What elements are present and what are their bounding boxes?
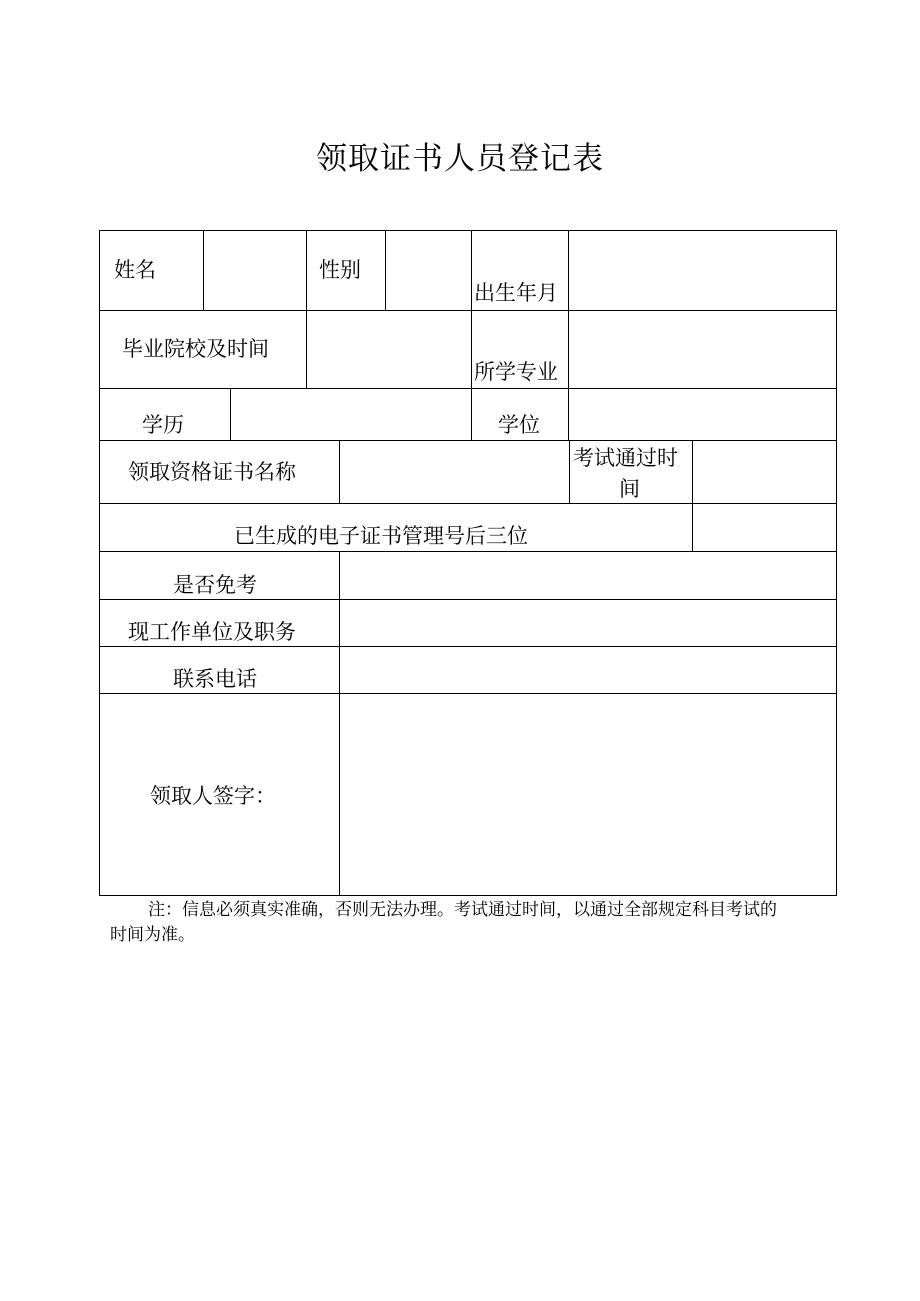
major-label: 所学专业 — [474, 360, 558, 384]
degree-field[interactable] — [569, 389, 836, 440]
exempt-field[interactable] — [340, 552, 836, 599]
footnote: 注：信息必须真实准确，否则无法办理。考试通过时间，以通过全部规定科目考试的时间为准。 — [110, 900, 777, 945]
registration-form-table — [99, 230, 837, 896]
birth-date-field[interactable] — [569, 231, 836, 310]
education-field[interactable] — [231, 389, 471, 440]
exam-time-label-line2: 间 — [619, 477, 640, 501]
signature-label: 领取人签字： — [150, 784, 276, 808]
phone-label: 联系电话 — [173, 667, 257, 691]
cert-number-field[interactable] — [693, 504, 836, 551]
school-label: 毕业院校及时间 — [122, 337, 269, 361]
column-divider — [569, 440, 570, 503]
gender-field[interactable] — [386, 231, 471, 310]
signature-field[interactable] — [340, 694, 836, 895]
cert-name-label: 领取资格证书名称 — [128, 460, 296, 484]
name-label: 姓名 — [114, 258, 156, 282]
exempt-label: 是否免考 — [173, 573, 257, 597]
column-divider — [306, 231, 307, 310]
major-field[interactable] — [569, 311, 836, 388]
school-field[interactable] — [307, 311, 471, 388]
cert-number-label: 已生成的电子证书管理号后三位 — [234, 524, 528, 548]
column-divider — [471, 231, 472, 440]
degree-label: 学位 — [498, 413, 540, 437]
employer-field[interactable] — [340, 600, 836, 646]
birth-date-label: 出生年月 — [474, 281, 558, 305]
education-label: 学历 — [142, 413, 184, 437]
cert-name-field[interactable] — [340, 441, 569, 503]
exam-time-field[interactable] — [693, 441, 836, 503]
employer-label: 现工作单位及职务 — [128, 620, 296, 644]
name-field[interactable] — [204, 231, 306, 310]
page-title: 领取证书人员登记表 — [316, 141, 604, 177]
gender-label: 性别 — [319, 258, 361, 282]
phone-field[interactable] — [340, 647, 836, 693]
exam-time-label-line1: 考试通过时 — [573, 446, 678, 470]
